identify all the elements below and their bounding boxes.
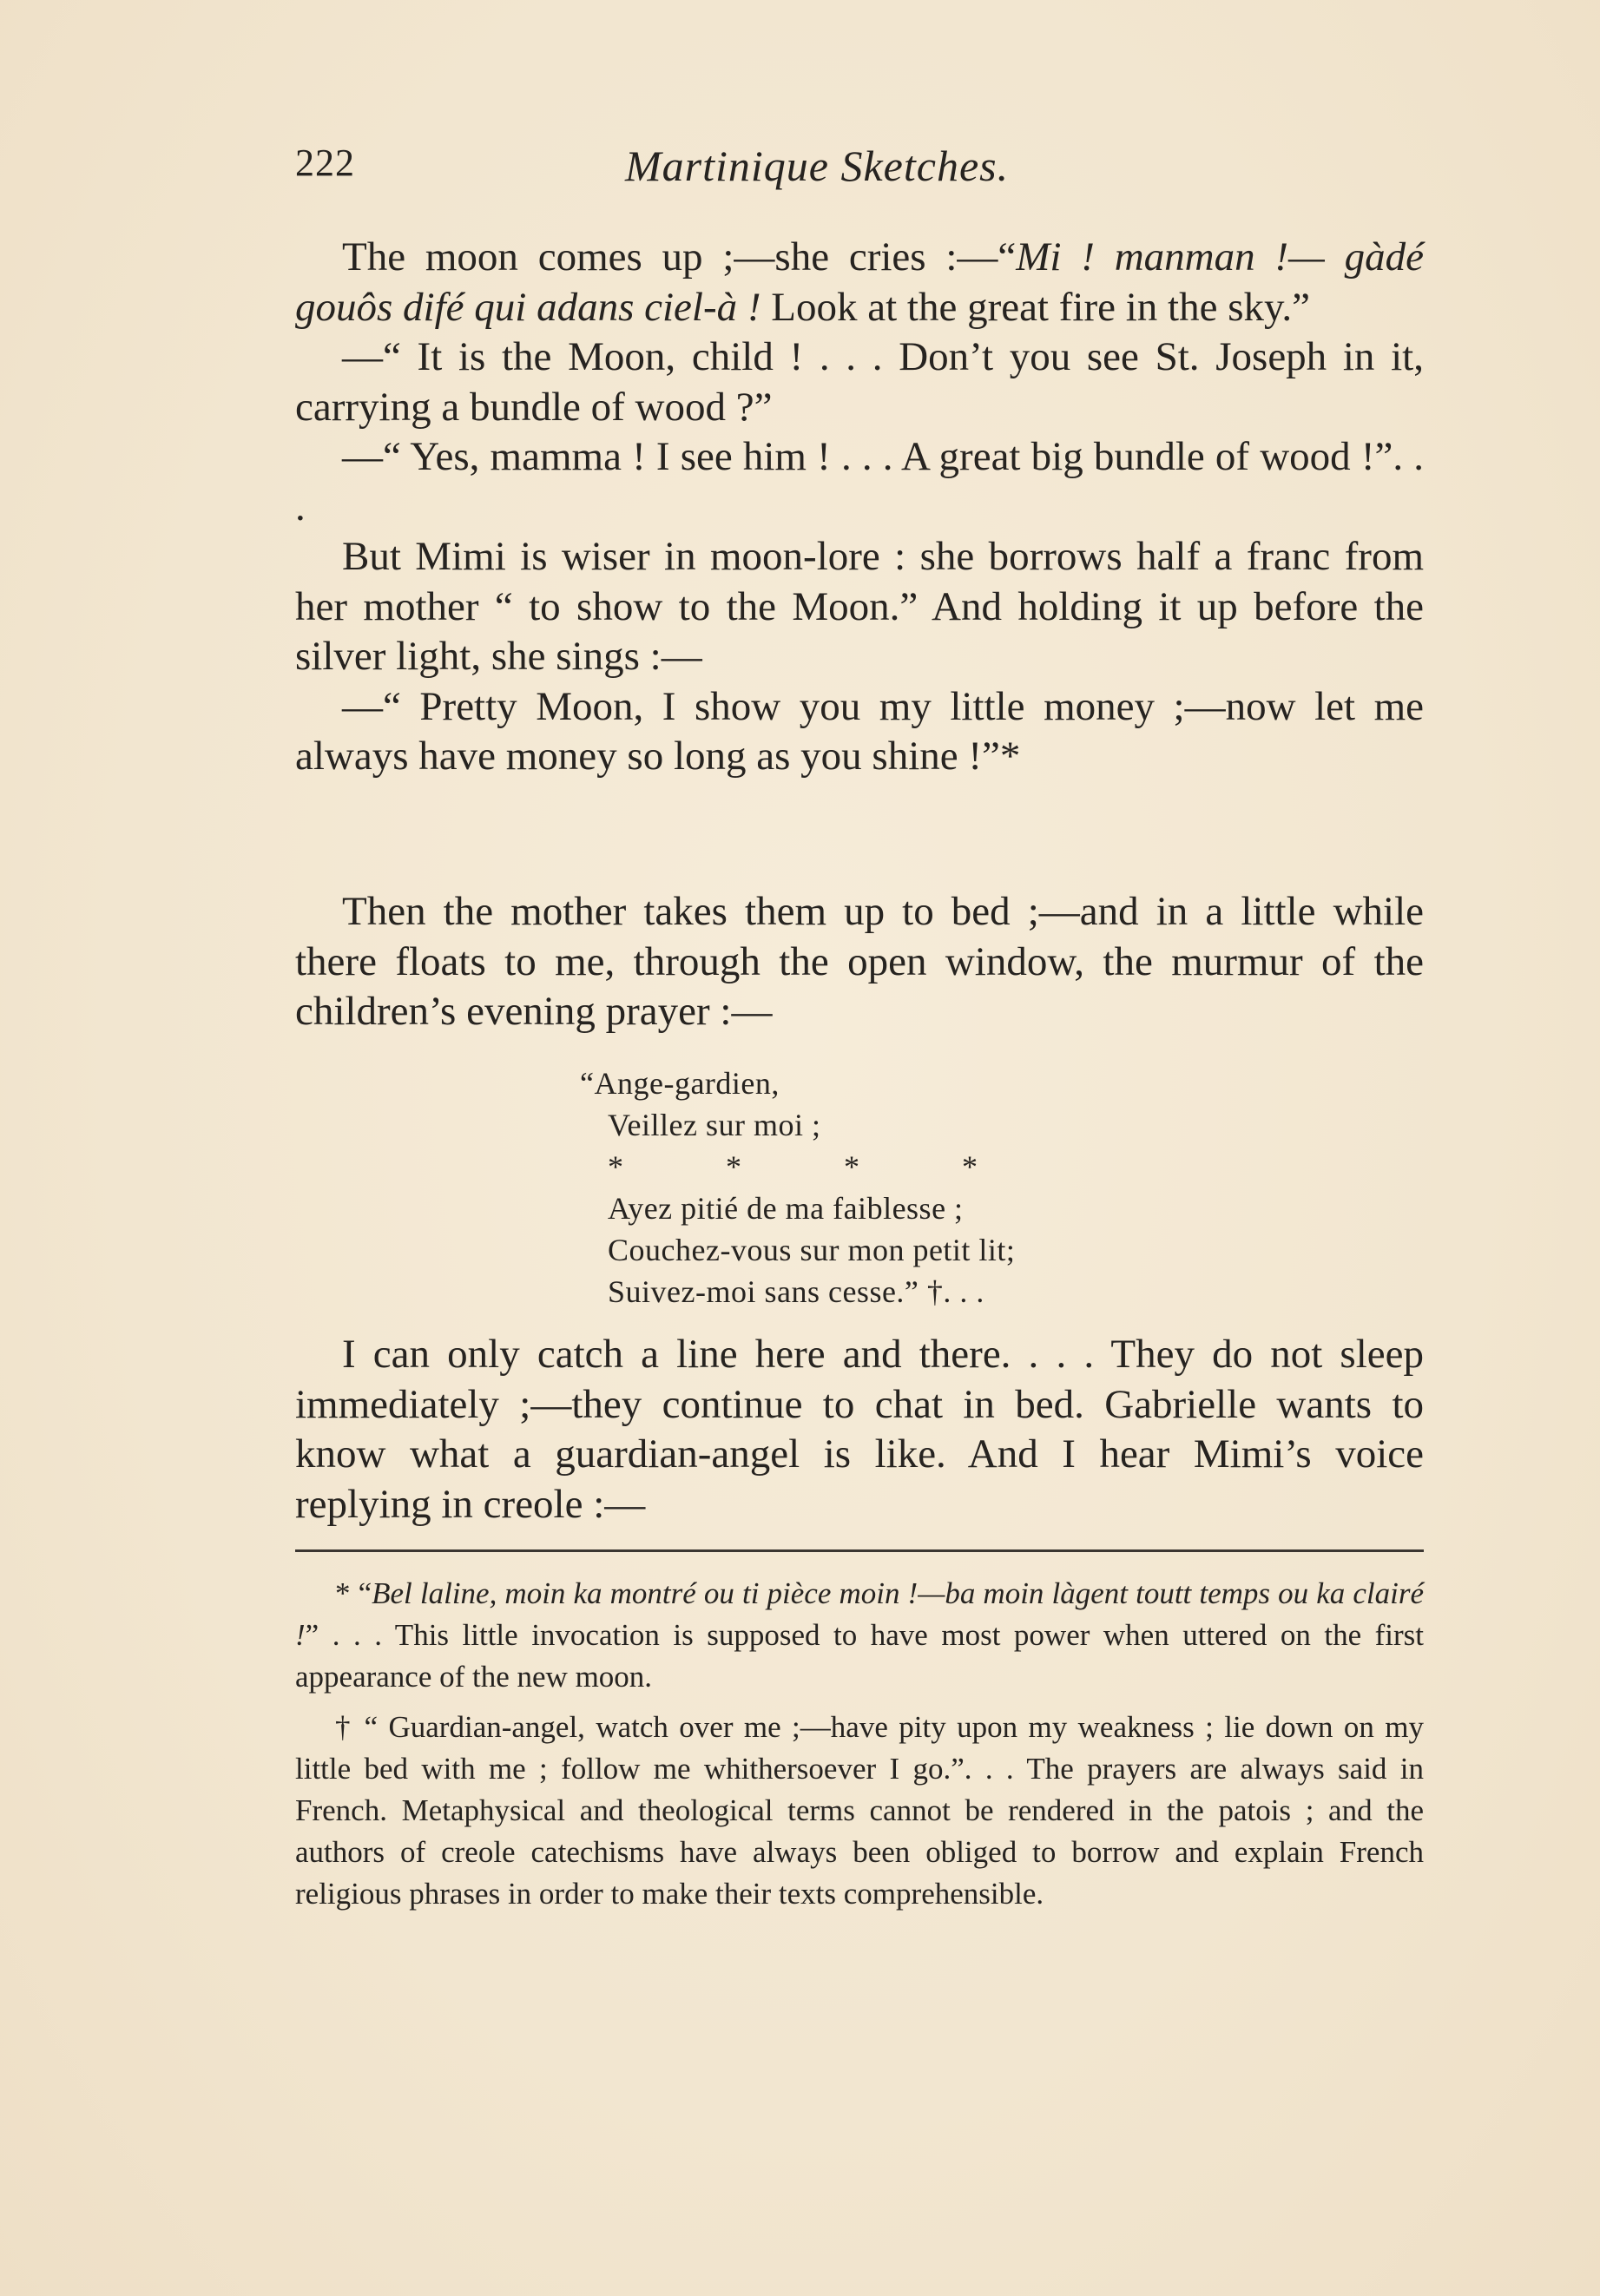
text-block-dialogue bbox=[295, 233, 1424, 782]
paragraph-moon-cry-lead: The moon comes up ;—she cries :—“ bbox=[342, 234, 1017, 280]
paragraph-moon-lore: But Mimi is wiser in moon-lore : she borrows half a franc from her mother “ to show to the Moon.” And holding it up before the silver light, she sings :— bbox=[295, 534, 1424, 679]
paragraph-moon-cry bbox=[295, 233, 1424, 332]
prayer-verse bbox=[580, 1062, 1080, 1312]
paragraph-pretty-moon: —“ Pretty Moon, I show you my little money ;—now let me always have money so long as you shine !”* bbox=[295, 683, 1424, 779]
footnote-star-mark: * “ bbox=[335, 1576, 372, 1610]
running-title: Martinique Sketches. bbox=[625, 141, 1010, 190]
text-block-creole-reply bbox=[295, 1330, 1424, 1530]
paragraph-moon-cry-translation: Look at the great fire in the sky.” bbox=[760, 284, 1311, 330]
verse-line-1: “Ange-gardien, bbox=[580, 1066, 780, 1101]
paragraph-bundle-of-wood: —“ Yes, mamma ! I see him ! . . . A great big bundle of wood !”. . . bbox=[295, 434, 1424, 530]
verse-star: * bbox=[962, 1149, 978, 1184]
text-block-bedtime bbox=[295, 887, 1424, 1037]
verse-star: * bbox=[844, 1149, 860, 1184]
footnote-star-creole: Bel laline, moin ka montré ou ti pièce moin !—ba moin làgent toutt temps ou ka clairé ! bbox=[295, 1576, 1424, 1652]
footnote-divider bbox=[295, 1549, 1424, 1552]
verse-star: * bbox=[726, 1149, 742, 1184]
footnote-dagger: † “ Guardian-angel, watch over me ;—have pity upon my weakness ; lie down on my little bed with me ; follow me whithersoever I go.”. . . The prayers are always said in French. Metaphysical and theological terms cannot be rendered in the patois ; and the authors of creole catechisms have always been obliged to borrow and explain French religious phrases in order to make their texts comprehensible. bbox=[295, 1710, 1424, 1911]
paragraph-catch-a-line: I can only catch a line here and there. . . . They do not sleep immediately ;—they continue to chat in bed. Gabrielle wants to know what a guardian-angel is like. And I hear Mimi’s voice replying in creole :— bbox=[295, 1332, 1424, 1527]
footnote-star bbox=[295, 1573, 1424, 1698]
footnote-star-text: ” . . . This little invocation is supposed to have most power when uttered on the first appearance of the new moon. bbox=[295, 1618, 1424, 1694]
verse-line-4: Couchez-vous sur mon petit lit; bbox=[608, 1233, 1016, 1267]
verse-line-5: Suivez-moi sans cesse.” †. . . bbox=[608, 1274, 984, 1309]
page-number: 222 bbox=[295, 141, 355, 184]
verse-ellipsis-stars bbox=[580, 1146, 1080, 1187]
verse-star: * bbox=[608, 1149, 624, 1184]
page-header bbox=[295, 141, 1424, 193]
verse-line-2: Veillez sur moi ; bbox=[608, 1108, 821, 1142]
paragraph-evening-prayer: Then the mother takes them up to bed ;—and in a little while there floats to me, through the open window, the murmur of the children’s evening prayer :— bbox=[295, 889, 1424, 1034]
paragraph-st-joseph: —“ It is the Moon, child ! . . . Don’t you see St. Joseph in it, carrying a bundle of wood ?” bbox=[295, 334, 1424, 430]
footnotes bbox=[295, 1573, 1424, 1924]
verse-line-3: Ayez pitié de ma faiblesse ; bbox=[608, 1191, 964, 1226]
creole-exclamation: Mi ! manman !— gàdé gouôs difé qui adans ciel-à ! bbox=[295, 234, 1424, 330]
